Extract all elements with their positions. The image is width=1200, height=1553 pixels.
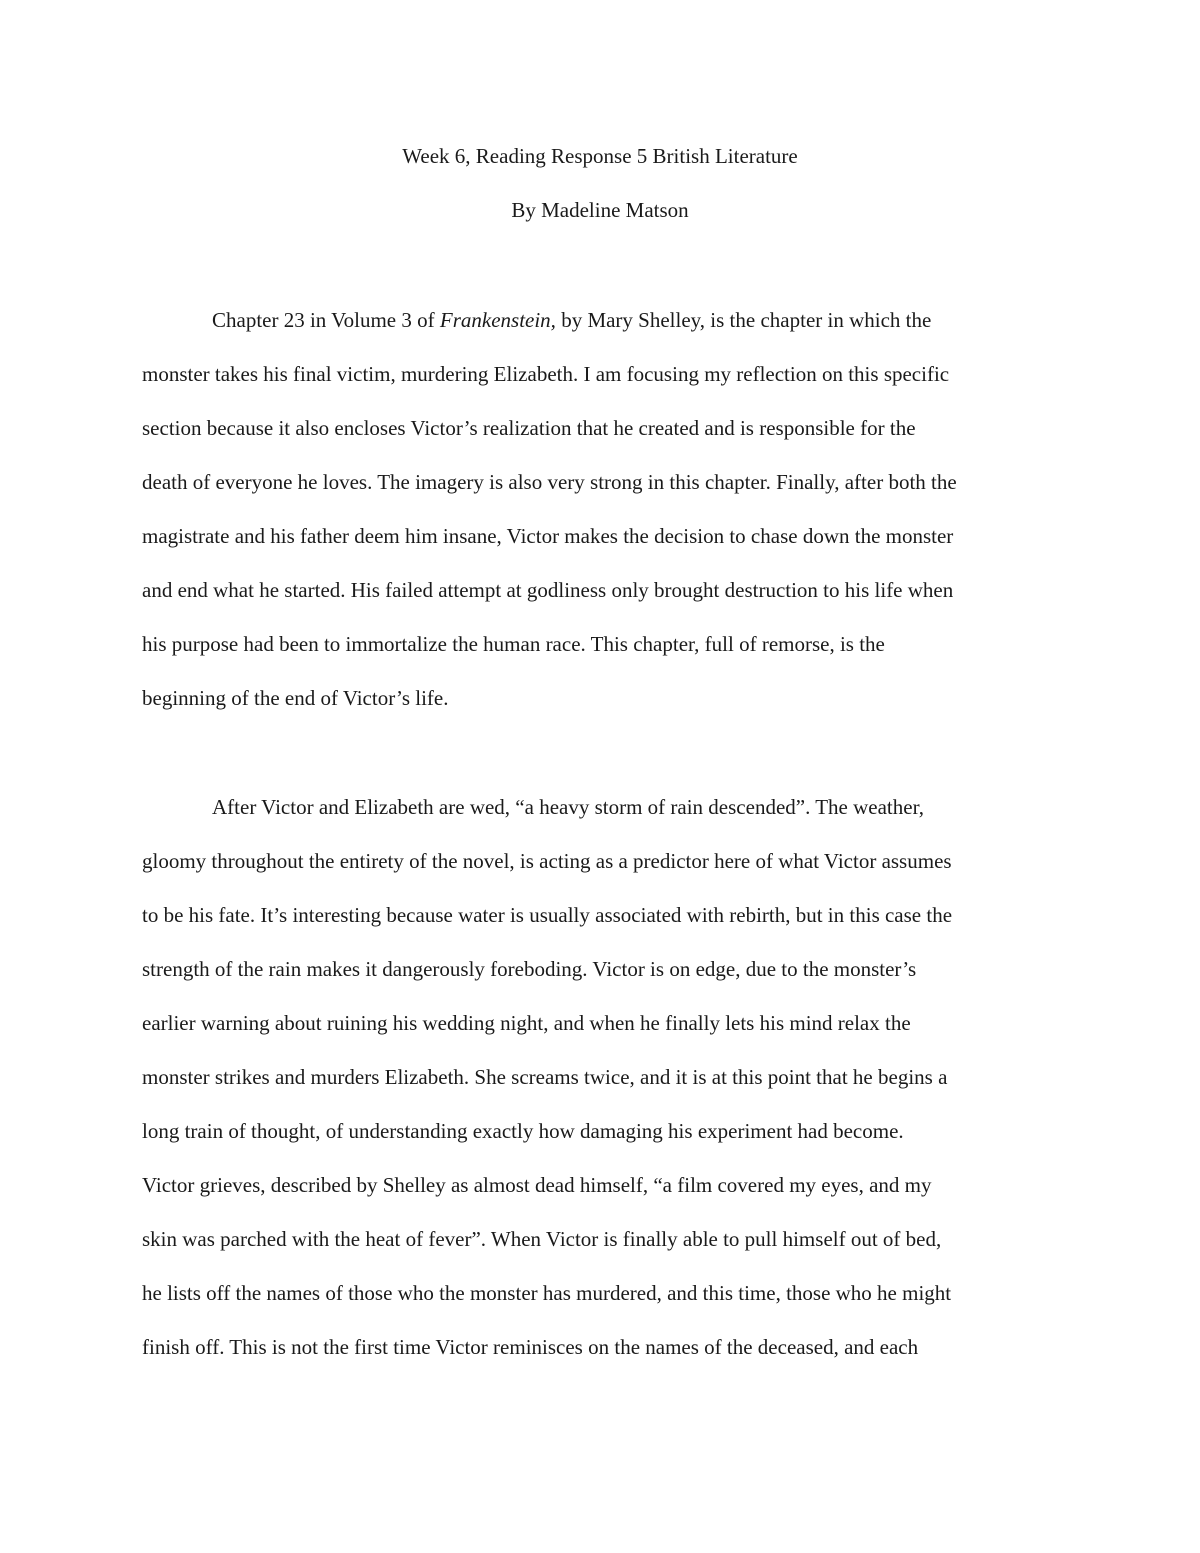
paragraph-1-line-1-end: by Mary Shelley, is the chapter in which the [555,308,932,332]
paragraph-1-line-2: monster takes his final victim, murdering Elizabeth. I am focusing my reflection on this specific [142,362,950,386]
document-byline: By Madeline Matson [511,198,689,222]
paragraph-1-line-3: section because it also encloses Victor’s realization that he created and is responsible for the [142,416,916,440]
paragraph-1-line-8: beginning of the end of Victor’s life. [142,686,449,710]
paragraph-2-line-10: he lists off the names of those who the monster has murdered, and this time, those who he might [142,1281,952,1305]
paragraph-2-line-5: earlier warning about ruining his wedding night, and when he finally lets his mind relax the [142,1011,911,1035]
paragraph-2-line-11: finish off. This is not the first time Victor reminisces on the names of the deceased, and each [142,1335,919,1359]
paragraph-1-line-1 [212,310,931,331]
paragraph-2-line-3: to be his fate. It’s interesting because water is usually associated with rebirth, but in this case the [142,903,953,927]
paragraph-2-line-4: strength of the rain makes it dangerously foreboding. Victor is on edge, due to the monster’s [142,957,917,981]
paragraph-1-line-7: his purpose had been to immortalize the human race. This chapter, full of remorse, is the [142,632,885,656]
paragraph-2-line-6: monster strikes and murders Elizabeth. She screams twice, and it is at this point that he begins a [142,1065,948,1089]
paragraph-1-line-6: and end what he started. His failed attempt at godliness only brought destruction to his life when [142,578,954,602]
paragraph-2-line-2: gloomy throughout the entirety of the novel, is acting as a predictor here of what Victor assumes [142,849,952,873]
paragraph-1-line-4: death of everyone he loves. The imagery is also very strong in this chapter. Finally, after both the [142,470,957,494]
paragraph-1-line-5: magistrate and his father deem him insane, Victor makes the decision to chase down the monster [142,524,954,548]
paragraph-2-line-9: skin was parched with the heat of fever”. When Victor is finally able to pull himself out of bed, [142,1227,942,1251]
paragraph-2-line-1: After Victor and Elizabeth are wed, “a heavy storm of rain descended”. The weather, [212,795,924,819]
paragraph-1-line-1-start: Chapter 23 in Volume 3 of [212,308,440,332]
document-title: Week 6, Reading Response 5 British Literature [402,144,798,168]
book-title-italic: Frankenstein, [439,308,556,332]
paragraph-2-line-8: Victor grieves, described by Shelley as almost dead himself, “a film covered my eyes, and my [142,1173,932,1197]
paragraph-2-line-7: long train of thought, of understanding exactly how damaging his experiment had become. [142,1119,904,1143]
